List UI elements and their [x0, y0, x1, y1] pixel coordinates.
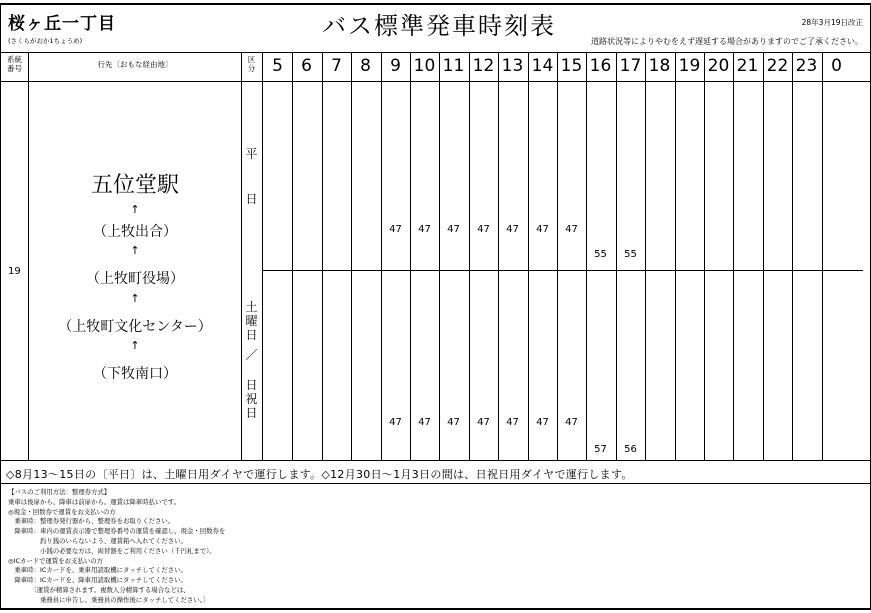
instruction-line: 〔運賃が精算されます。複数人分精算する場合などは、 [8, 586, 190, 594]
hour-column-divider [469, 52, 470, 460]
table-bottom-rule [0, 460, 871, 461]
hour-header-7: 7 [331, 56, 342, 76]
instruction-line: 釣り銭のいらないよう、運賃箱へ入れてください。 [8, 537, 187, 545]
weekday-departure-minute: 47 [447, 224, 460, 235]
via-stop: （上牧町役場） [86, 271, 184, 287]
holiday-departure-minute: 47 [565, 417, 578, 428]
hour-column-divider [557, 52, 558, 460]
column-divider [262, 52, 263, 460]
via-stop: （下牧南口） [93, 366, 177, 382]
footer-rule [0, 483, 871, 484]
weekday-departure-minute: 47 [506, 224, 519, 235]
hour-column-divider [704, 52, 705, 460]
holiday-label: 土 曜 日 ／ 日 祝 日 [245, 300, 258, 420]
kubun-header: 区 分 [247, 55, 256, 73]
hour-column-divider [351, 52, 352, 460]
instruction-line: ◎現金・回数券で運賃をお支払いの方 [8, 507, 116, 516]
hour-column-divider [675, 52, 676, 460]
stop-reading: (さくらがおか1ちょうめ) [8, 37, 83, 45]
weekday-departure-minute: 47 [536, 224, 549, 235]
hour-header-21: 21 [736, 56, 759, 76]
instruction-line: 小銭の必要な方は、両替器をご利用ください（千円札まで）。 [8, 546, 216, 555]
hour-column-divider [292, 52, 293, 460]
instruction-line: 降車時：車内の運賃表示器で整理券番号の運賃を確認し、現金・回数券を [8, 527, 226, 536]
top-border [0, 3, 871, 5]
weekday-departure-minute: 55 [624, 249, 637, 260]
hour-column-divider [645, 52, 646, 460]
via-stop: （上牧町文化センター） [58, 319, 212, 335]
weekday-departure-minute: 47 [565, 224, 578, 235]
holiday-departure-minute: 47 [506, 417, 519, 428]
hour-header-16: 16 [589, 56, 612, 76]
column-divider [28, 52, 29, 460]
hour-header-6: 6 [301, 56, 312, 76]
holiday-departure-minute: 47 [418, 417, 431, 428]
hour-header-8: 8 [360, 56, 371, 76]
instruction-line: 乗務員に申告し、乗務員の操作後にタッチしてください。〕 [8, 595, 210, 604]
hour-column-divider [498, 52, 499, 460]
arrow-icon: ↑ [130, 339, 140, 352]
hour-header-5: 5 [272, 56, 283, 76]
left-border [0, 3, 1, 609]
instruction-line: 【バスのご利用方法：整理券方式】 [8, 488, 111, 496]
arrow-icon: ↑ [130, 292, 140, 305]
hour-header-17: 17 [619, 56, 642, 76]
destination-header: 行先〔おもな経由地〕 [97, 60, 173, 69]
page-title: バス標準発車時刻表 [322, 12, 556, 40]
weekday-departure-minute: 47 [477, 224, 490, 235]
hour-header-0: 0 [831, 56, 842, 76]
holiday-departure-minute: 56 [624, 444, 637, 455]
hour-header-22: 22 [766, 56, 789, 76]
destination-name: 五位堂駅 [90, 173, 179, 198]
section-divider [262, 270, 863, 271]
hour-header-13: 13 [501, 56, 524, 76]
hour-column-divider [322, 52, 323, 460]
revision-date: 28年3月19日改正 [801, 18, 863, 27]
stop-name: 桜ヶ丘一丁目 [8, 14, 116, 34]
instruction-line: ◎ICカードで運賃をお支払いの方 [8, 556, 104, 565]
instruction-line: 乗車は後扉から、降車は前扉から。運賃は降車時払いです。 [8, 497, 181, 506]
hour-header-15: 15 [560, 56, 583, 76]
via-stop: （上牧出合） [93, 224, 177, 240]
operation-note: ◇8月13～15日の〔平日〕は、土曜日用ダイヤで運行します。◇12月30日～1月3日の間は、日祝日用ダイヤで運行します。 [6, 468, 633, 481]
hour-header-23: 23 [795, 56, 818, 76]
arrow-icon: ↑ [130, 203, 140, 216]
holiday-departure-minute: 47 [447, 417, 460, 428]
hour-column-divider [528, 52, 529, 460]
hour-column-divider [763, 52, 764, 460]
route-number: 19 [8, 266, 21, 277]
instruction-line: 乗車時：ICカードを、乗車用読取機にタッチしてください。 [8, 566, 187, 575]
holiday-departure-minute: 47 [536, 417, 549, 428]
arrow-icon: ↑ [130, 244, 140, 257]
hour-header-11: 11 [442, 56, 465, 76]
hour-header-18: 18 [648, 56, 671, 76]
instruction-line: 降車時：ICカードを、降車用読取機にタッチしてください。 [8, 576, 187, 585]
hour-header-20: 20 [707, 56, 730, 76]
weekday-departure-minute: 55 [594, 249, 607, 260]
hour-header-10: 10 [413, 56, 436, 76]
weekday-departure-minute: 47 [418, 224, 431, 235]
bottom-border [0, 608, 871, 610]
header-rule [0, 81, 871, 82]
hour-column-divider [792, 52, 793, 460]
holiday-departure-minute: 47 [477, 417, 490, 428]
hour-column-divider [822, 52, 823, 460]
weekday-departure-minute: 47 [389, 224, 402, 235]
holiday-departure-minute: 47 [389, 417, 402, 428]
delay-notice: 道路状況等によりやむをえず遅延する場合がありますのでご了承ください。 [591, 37, 863, 46]
hour-column-divider [381, 52, 382, 460]
route-no-header: 系統 番号 [7, 55, 22, 73]
weekday-label: 平 日 [245, 147, 258, 206]
column-divider [241, 52, 242, 460]
holiday-departure-minute: 57 [594, 444, 607, 455]
hour-header-9: 9 [390, 56, 401, 76]
hour-column-divider [410, 52, 411, 460]
instruction-line: 乗車時：整理券発行器から、整理券をお取りください。 [8, 517, 175, 526]
hour-header-14: 14 [531, 56, 554, 76]
hour-column-divider [439, 52, 440, 460]
hour-header-19: 19 [678, 56, 701, 76]
hour-column-divider [733, 52, 734, 460]
hour-header-12: 12 [472, 56, 495, 76]
